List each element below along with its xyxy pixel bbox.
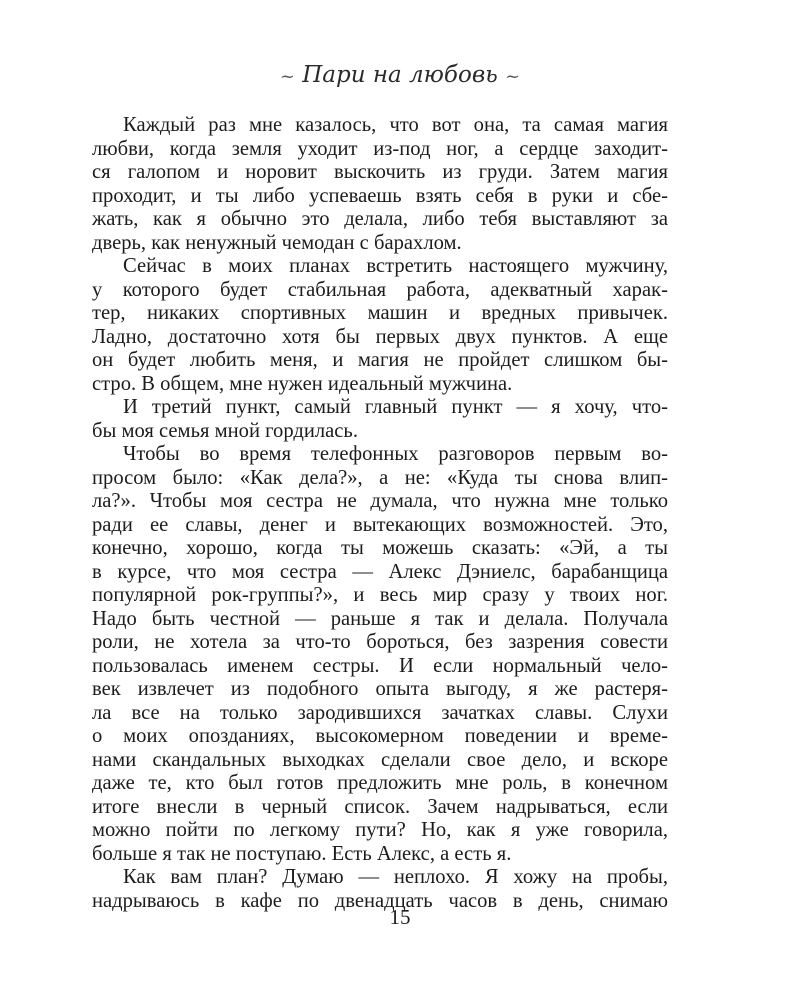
text-line: тер, никаких спортивных машин и вредных привычек. [92,302,668,324]
paragraph [92,396,668,443]
text-line: жать, как я обычно это делала, либо тебя выставляют за [92,208,668,230]
text-line: пользовалась именем сестры. И если нормальный чело- [92,654,668,677]
header-title: Пари на любовь [302,62,498,88]
text-line: о моих опозданиях, высокомерном поведении и време- [92,725,668,747]
text-line: любви, когда земля уходит из-под ног, а сердце заходит- [92,137,668,160]
text-line: Надо быть честной — раньше я так и делала. Получала [92,607,668,630]
text-line: дверь, как ненужный чемодан с барахлом. [92,231,462,254]
text-line: век извлечет из подобного опыта выгоду, я же растеря- [92,678,668,700]
text-line: Каждый раз мне казалось, что вот она, та самая магия [123,114,668,136]
text-line: Как вам план? Думаю — неплохо. Я хожу на пробы, [123,866,668,888]
text-line: популярной рок-группы?», и весь мир сразу у твоих ног. [92,584,668,606]
paragraph [92,114,668,255]
text-line: Чтобы во время телефонных разговоров первым во- [123,443,668,465]
text-line: даже те, кто был готов предложить мне роль, в конечном [92,772,668,794]
text-line: проходит, и ты либо успеваешь взять себя в руки и сбе- [92,184,668,207]
text-line: стро. В общем, мне нужен идеальный мужчина. [92,372,513,395]
text-line: просом было: «Как дела?», а не: «Куда ты снова влип- [92,466,668,489]
text-line: И третий пункт, самый главный пункт — я хочу, что- [123,396,668,418]
text-line: итоге внесли в черный список. Зачем надрываться, если [92,795,668,818]
text-line: Сейчас в моих планах встретить настоящего мужчину, [123,255,668,277]
text-line: надрываюсь в кафе по двенадцать часов в день, снимаю [92,889,668,912]
text-line: ради ее славы, денег и вытекающих возможностей. Это, [92,513,668,536]
paragraph [92,255,668,396]
paragraph [92,443,668,866]
body-text [92,114,668,913]
page-number: 15 [389,905,411,929]
text-line: роли, не хотела за что-то бороться, без зазрения совести [92,631,668,653]
text-line: больше я так не поступаю. Есть Алекс, а есть я. [92,842,512,865]
text-line: конечно, хорошо, когда ты можешь сказать: «Эй, а ты [92,537,668,559]
text-line: нами скандальных выходках сделали свое дело, и вскоре [92,748,668,771]
text-line: ла?». Чтобы моя сестра не думала, что нужна мне только [92,490,668,512]
text-line: Ладно, достаточно хотя бы первых двух пунктов. А еще [92,325,668,348]
text-line: ла все на только зародившихся зачатках славы. Слухи [92,701,668,724]
text-line: ся галопом и норовит выскочить из груди. Затем магия [92,161,668,183]
text-line: можно пойти по легкому пути? Но, как я уже говорила, [92,819,668,841]
running-header [0,62,800,88]
text-line: в курсе, что моя сестра — Алекс Дэниелс, барабанщица [92,560,668,583]
text-line: он будет любить меня, и магия не пройдет слишком бы- [92,349,668,371]
header-flourish-left-icon: ~ [279,66,295,87]
text-line: у которого будет стабильная работа, адекватный харак- [92,278,668,301]
text-line: бы моя семья мной гордилась. [92,419,358,442]
header-flourish-right-icon: ~ [505,66,521,87]
